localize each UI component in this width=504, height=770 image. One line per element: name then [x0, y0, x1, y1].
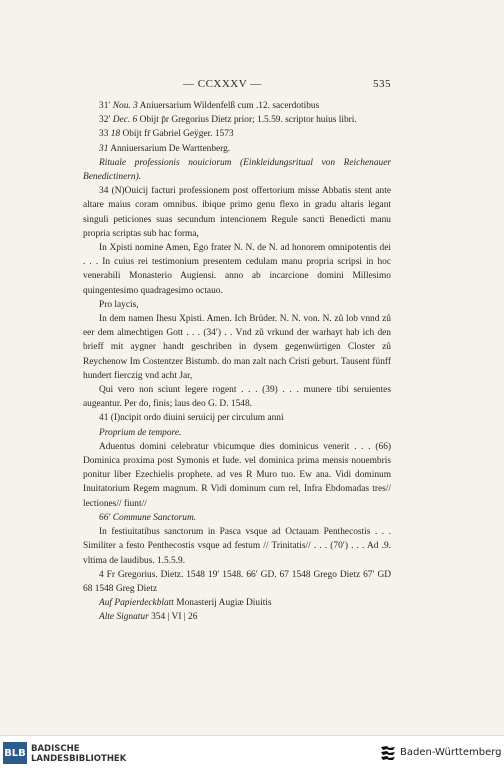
body-text: [83, 99, 391, 625]
alte-signatur-line: Alte Signatur 354 | VI | 26: [99, 612, 198, 623]
footer-bar: [0, 735, 504, 770]
entry-31-anniversary: 31 Anniuersarium De Warttenberg.: [99, 143, 231, 154]
entry-32: 32′ Dec. 6 Obijt p̄r Gregorius Dietz prior; 1.5.59. scriptor huius libri.: [99, 115, 357, 126]
papierdeckblatt-line: Auf Papierdeckblatt Monasterij Augiæ Diuitis: [99, 598, 272, 609]
paragraph-festiuitatibus: In festiuitatibus sanctorum in Pasca vsque ad Octauam Penthecostis . . . Similiter a festo Penthecostis vsque ad festum // Trinitatis// . . . (70′) . . . Ad .9. vltima de laudibus. 1.5.5.9.: [83, 527, 391, 566]
paragraph-xpisti: In Xpisti nomine Amen, Ego frater N. N. de N. ad honorem omnipotentis dei . . . In cuius rei testimonium presentem cedulam manu propria scripsi in hoc venerabili Monasterio Augiensi. anno ab incarcione domini Millesimo quingentesimo quadragesimo octauo.: [83, 243, 391, 296]
blb-logo-icon[interactable]: BLB: [3, 742, 27, 764]
entry-31: 31′ Nou. 3 Aniuersarium Wildenfelß cum .12. sacerdotibus: [99, 101, 320, 111]
paragraph-qui-vero: Qui vero non sciunt legere rogent . . . (39) . . . munere tibi seruientes augeantur. Per do, finis; laus deo G. D. 1548.: [83, 385, 391, 410]
paragraph-ihesu: In dem namen Ihesu Xpisti. Amen. Ich Brüder. N. N. von. N. zů lob vnnd zů eer dem almechtigen Gott . . . (34′) . . Vnd zů vrkund der warhayt hab ich den brieff mit aygner handt geschriben in dysem gegenwürtigen Closter zů Reychenow Im Costentzer Bistumb. do man zalt nach Cristi geburt. Tausent fünff hundert fierczig vnd acht Jar,: [83, 314, 391, 381]
blb-name[interactable]: BADISCHE LANDESBIBLIOTHEK: [31, 744, 127, 764]
paragraph-34: 34 (N)Ouicij facturi professionem post offertorium misse Abbatis stent ante altare maius coram omnibus. ibique primo genu flexo in gradu altaris legant singuli peticiones suas secundum intencionem Regule sancti Benedicti manu propria scriptas sub hac forma,: [83, 186, 391, 239]
page-number: 535: [373, 78, 391, 90]
section-rituale: Rituale professionis nouiciorum (Einkleidungsritual von Reichenauer Benedictinern).: [83, 157, 391, 183]
baden-wuerttemberg-lions-icon: [379, 744, 397, 762]
paragraph-aduentus: Aduentus domini celebratur vbicumque dies dominicus venerit . . . (66) Dominica proxima post Symonis et Iude. vel dominica prima mensis nouembris ponitur liber Ezechielis prophete. ad ves R Muro tuo. Ew ana. Vidi dominum Inuitatorium Regem magnum. R Vidi dominum cum rel, Infra Ebdomadas tres// lectiones// fiunt//: [83, 441, 391, 509]
entry-33: 33 18 Obijt fr̄ Gabriel Geÿger. 1573: [99, 129, 234, 140]
proprium-heading: Proprium de tempore.: [99, 427, 182, 438]
commune-heading: 66′ Commune Sanctorum.: [99, 512, 197, 523]
baden-wuerttemberg-label[interactable]: Baden-Württemberg: [400, 747, 502, 758]
pro-laycis: Pro laycis,: [99, 299, 139, 310]
roman-numeral: — CCXXXV —: [183, 78, 262, 90]
paragraph-gregorius: 4 Fr Gregorius. Dietz. 1548 19′ 1548. 66′ GD. 67 1548 Grego Dietz 67′ GD 68 1548 Greg Dietz: [83, 569, 391, 594]
entry-41: 41 (I)ncipit ordo diuini seruicij per circulum anni: [99, 413, 284, 424]
